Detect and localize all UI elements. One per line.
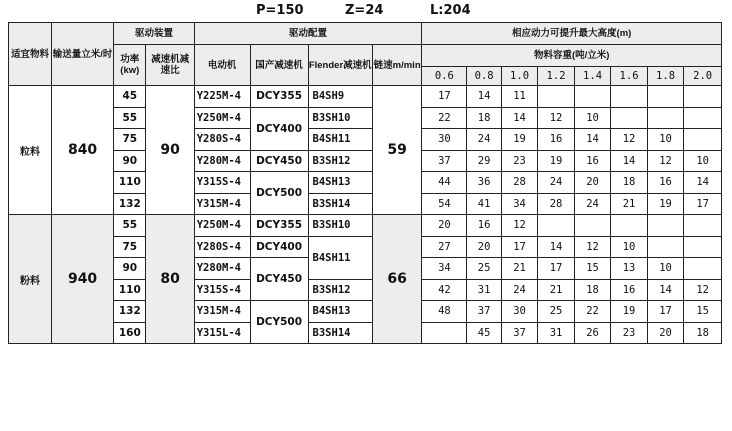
motor-cell: Y280S-4: [194, 236, 250, 258]
material-cell: 粒料: [9, 86, 52, 215]
motor-cell: Y315M-4: [194, 193, 250, 215]
table-row: [9, 129, 722, 151]
table-row: [9, 193, 722, 215]
height-cell: [574, 215, 611, 237]
motor-cell: Y225M-4: [194, 86, 250, 108]
power-cell: 90: [114, 258, 146, 280]
power-cell: 75: [114, 236, 146, 258]
height-cell: 34: [501, 193, 538, 215]
height-cell: 18: [684, 322, 722, 344]
height-cell: 14: [501, 107, 538, 129]
col-density: 物料容重(吨/立米): [422, 45, 722, 67]
table-row: [9, 301, 722, 323]
motor-cell: Y315S-4: [194, 172, 250, 194]
height-cell: 14: [574, 129, 611, 151]
height-cell: 16: [611, 279, 648, 301]
col-drive-config: 驱动配置: [194, 23, 422, 45]
reducer-cell: DCY355: [250, 215, 308, 237]
height-cell: [538, 215, 575, 237]
height-cell: 17: [501, 236, 538, 258]
height-cell: 28: [538, 193, 575, 215]
speed-cell: 59: [372, 86, 421, 215]
height-cell: [647, 107, 684, 129]
height-cell: 22: [422, 107, 467, 129]
col-speed: 链速m/min: [372, 45, 421, 86]
motor-cell: Y280M-4: [194, 150, 250, 172]
reducer-cell: DCY355: [250, 86, 308, 108]
height-cell: [611, 215, 648, 237]
capacity-cell: 840: [51, 86, 113, 215]
height-cell: 28: [501, 172, 538, 194]
table-row: [9, 236, 722, 258]
height-cell: 16: [647, 172, 684, 194]
height-cell: 34: [422, 258, 467, 280]
table-row: [9, 150, 722, 172]
height-cell: 18: [574, 279, 611, 301]
height-cell: 12: [647, 150, 684, 172]
height-cell: 30: [422, 129, 467, 151]
density-header: 2.0: [684, 67, 722, 86]
density-header: 1.8: [647, 67, 684, 86]
height-cell: 18: [611, 172, 648, 194]
param-p: P=150: [256, 3, 304, 18]
height-cell: 19: [611, 301, 648, 323]
flender-cell: B3SH12: [308, 279, 372, 301]
height-cell: 44: [422, 172, 467, 194]
height-cell: [647, 86, 684, 108]
height-cell: 15: [574, 258, 611, 280]
height-cell: [611, 107, 648, 129]
table-row: [9, 322, 722, 344]
material-cell: 粉料: [9, 215, 52, 344]
col-material: 适宜物料: [9, 23, 52, 86]
height-cell: 31: [538, 322, 575, 344]
height-cell: 27: [422, 236, 467, 258]
height-cell: 54: [422, 193, 467, 215]
power-cell: 110: [114, 279, 146, 301]
reducer-cell: DCY400: [250, 236, 308, 258]
motor-cell: Y315M-4: [194, 301, 250, 323]
motor-cell: Y280M-4: [194, 258, 250, 280]
height-cell: 13: [611, 258, 648, 280]
height-cell: 12: [538, 107, 575, 129]
height-cell: [684, 129, 722, 151]
param-l: L:204: [430, 3, 471, 18]
height-cell: 29: [467, 150, 501, 172]
spec-header: [0, 3, 732, 21]
height-cell: 10: [647, 129, 684, 151]
height-cell: 14: [647, 279, 684, 301]
height-cell: 24: [467, 129, 501, 151]
col-flender: Flender减速机: [308, 45, 372, 86]
height-cell: 17: [647, 301, 684, 323]
height-cell: 23: [611, 322, 648, 344]
reducer-cell: DCY450: [250, 150, 308, 172]
height-cell: 19: [538, 150, 575, 172]
ratio-cell: 80: [146, 215, 194, 344]
flender-cell: B4SH13: [308, 172, 372, 194]
height-cell: 14: [611, 150, 648, 172]
col-ratio: 减速机减速比: [146, 45, 194, 86]
motor-cell: Y280S-4: [194, 129, 250, 151]
height-cell: 21: [501, 258, 538, 280]
height-cell: 25: [538, 301, 575, 323]
reducer-cell: DCY500: [250, 172, 308, 215]
height-cell: 14: [538, 236, 575, 258]
height-cell: 19: [647, 193, 684, 215]
col-power: 功率(kw): [114, 45, 146, 86]
table-row: [9, 279, 722, 301]
flender-cell: B3SH14: [308, 193, 372, 215]
reducer-cell: DCY450: [250, 258, 308, 301]
height-cell: 19: [501, 129, 538, 151]
height-cell: 14: [467, 86, 501, 108]
density-header: 0.8: [467, 67, 501, 86]
height-cell: [647, 215, 684, 237]
height-cell: 36: [467, 172, 501, 194]
height-cell: 24: [501, 279, 538, 301]
height-cell: 10: [684, 150, 722, 172]
height-cell: 10: [647, 258, 684, 280]
height-cell: 21: [611, 193, 648, 215]
power-cell: 75: [114, 129, 146, 151]
ratio-cell: 90: [146, 86, 194, 215]
power-cell: 160: [114, 322, 146, 344]
height-cell: [684, 215, 722, 237]
table-row: [9, 86, 722, 108]
motor-cell: Y315S-4: [194, 279, 250, 301]
height-cell: 48: [422, 301, 467, 323]
density-header: 1.2: [538, 67, 575, 86]
reducer-cell: DCY500: [250, 301, 308, 344]
power-cell: 132: [114, 193, 146, 215]
flender-cell: B4SH13: [308, 301, 372, 323]
elevator-spec-table: [8, 22, 722, 344]
power-cell: 55: [114, 215, 146, 237]
height-cell: 37: [467, 301, 501, 323]
table-row: [9, 107, 722, 129]
height-cell: 20: [467, 236, 501, 258]
flender-cell: B3SH14: [308, 322, 372, 344]
capacity-cell: 940: [51, 215, 113, 344]
height-cell: 14: [684, 172, 722, 194]
table-row: [9, 215, 722, 237]
height-cell: 16: [467, 215, 501, 237]
density-header: 1.6: [611, 67, 648, 86]
height-cell: 23: [501, 150, 538, 172]
height-cell: 22: [574, 301, 611, 323]
height-cell: 18: [467, 107, 501, 129]
height-cell: 17: [422, 86, 467, 108]
density-header: 0.6: [422, 67, 467, 86]
height-cell: [684, 107, 722, 129]
col-capacity: 输送量立米/时: [51, 23, 113, 86]
height-cell: 20: [422, 215, 467, 237]
col-max-height: 相应动力可提升最大高度(m): [422, 23, 722, 45]
height-cell: 42: [422, 279, 467, 301]
height-cell: 17: [684, 193, 722, 215]
height-cell: 12: [684, 279, 722, 301]
flender-cell: B4SH11: [308, 129, 372, 151]
height-cell: 12: [501, 215, 538, 237]
height-cell: 16: [538, 129, 575, 151]
height-cell: 45: [467, 322, 501, 344]
height-cell: 25: [467, 258, 501, 280]
motor-cell: Y250M-4: [194, 107, 250, 129]
col-motor: 电动机: [194, 45, 250, 86]
height-cell: 20: [647, 322, 684, 344]
height-cell: [538, 86, 575, 108]
flender-cell: B3SH12: [308, 150, 372, 172]
power-cell: 45: [114, 86, 146, 108]
power-cell: 110: [114, 172, 146, 194]
flender-cell: B4SH9: [308, 86, 372, 108]
height-cell: 41: [467, 193, 501, 215]
height-cell: [574, 86, 611, 108]
power-cell: 90: [114, 150, 146, 172]
reducer-cell: DCY400: [250, 107, 308, 150]
height-cell: 30: [501, 301, 538, 323]
height-cell: 17: [538, 258, 575, 280]
height-cell: 10: [574, 107, 611, 129]
height-cell: 37: [422, 150, 467, 172]
height-cell: 31: [467, 279, 501, 301]
height-cell: 16: [574, 150, 611, 172]
height-cell: 26: [574, 322, 611, 344]
height-cell: [684, 86, 722, 108]
col-reducer: 国产减速机: [250, 45, 308, 86]
height-cell: 12: [574, 236, 611, 258]
param-z: Z=24: [345, 3, 384, 18]
height-cell: [422, 322, 467, 344]
height-cell: 21: [538, 279, 575, 301]
density-header: 1.0: [501, 67, 538, 86]
height-cell: [684, 258, 722, 280]
density-header: 1.4: [574, 67, 611, 86]
table-row: [9, 172, 722, 194]
motor-cell: Y315L-4: [194, 322, 250, 344]
power-cell: 132: [114, 301, 146, 323]
motor-cell: Y250M-4: [194, 215, 250, 237]
height-cell: 15: [684, 301, 722, 323]
height-cell: 37: [501, 322, 538, 344]
height-cell: [647, 236, 684, 258]
height-cell: [684, 236, 722, 258]
speed-cell: 66: [372, 215, 421, 344]
col-drive-device: 驱动装置: [114, 23, 195, 45]
flender-cell: B3SH10: [308, 107, 372, 129]
power-cell: 55: [114, 107, 146, 129]
height-cell: 24: [574, 193, 611, 215]
height-cell: [611, 86, 648, 108]
flender-cell: B4SH11: [308, 236, 372, 279]
height-cell: 20: [574, 172, 611, 194]
height-cell: 10: [611, 236, 648, 258]
flender-cell: B3SH10: [308, 215, 372, 237]
height-cell: 24: [538, 172, 575, 194]
height-cell: 11: [501, 86, 538, 108]
height-cell: 12: [611, 129, 648, 151]
